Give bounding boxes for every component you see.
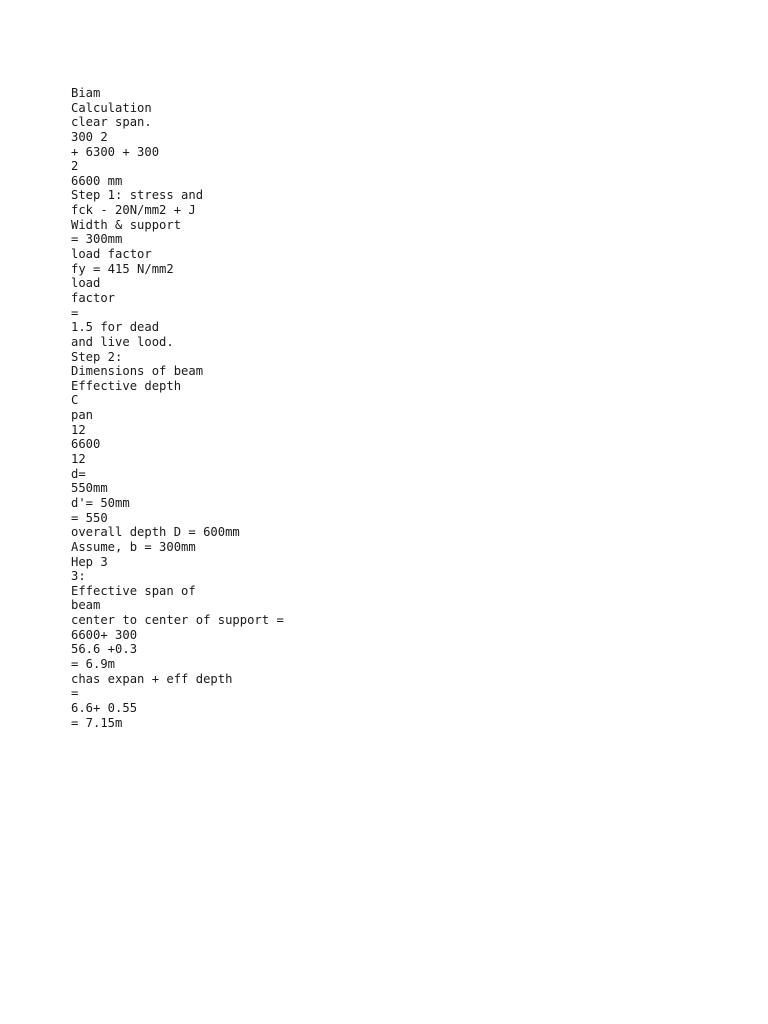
document-line: 6.6+ 0.55 [71,700,138,715]
document-line: Effective span of [71,583,196,598]
document-line: fy = 415 N/mm2 [71,261,174,276]
document-line: 550mm [71,481,108,496]
document-line: C [71,393,79,408]
document-line: 12 [71,422,86,437]
document-line: 56.6 +0.3 [71,642,138,657]
document-line: Assume, b = 300mm [71,539,196,554]
document-line: chas expan + eff depth [71,671,233,686]
document-line: Hep 3 [71,554,108,569]
document-line: center to center of support = [71,613,284,628]
document-line: load [71,276,101,291]
document-line: = 300mm [71,232,123,247]
document-line: Step 2: [71,349,123,364]
document-line: 6600 mm [71,173,123,188]
document-line: = 550 [71,510,108,525]
document-line: Effective depth [71,378,182,393]
document-line: = [71,686,79,701]
document-line: factor [71,290,116,305]
document-line: Biam [71,86,101,100]
document-line: fck - 20N/mm2 + J [71,203,196,218]
document-line: 3: [71,569,86,584]
document-line: 6600+ 300 [71,627,138,642]
document-line: = [71,305,79,320]
document-line: + 6300 + 300 [71,144,160,159]
document-line: Step 1: stress and [71,188,204,203]
document-line: Dimensions of beam [71,364,204,379]
document-line: 6600 [71,437,101,452]
document-line: Calculation [71,100,152,115]
document-line: Width & support [71,217,182,232]
document-line: overall depth D = 600mm [71,525,240,540]
document-line: 12 [71,452,86,467]
document-line: = 7.15m [71,715,123,730]
document-line: load factor [71,247,152,262]
document-line: and live lood. [71,334,174,349]
document-line: 300 2 [71,129,108,144]
document-line: 1.5 for dead [71,320,160,335]
document-line: clear span. [71,115,152,130]
document-line: beam [71,598,101,613]
document-line: d'= 50mm [71,495,130,510]
document-text-block [71,86,284,730]
document-line: d= [71,466,86,481]
document-line: 2 [71,159,79,174]
document-line: = 6.9m [71,656,116,671]
document-line: pan [71,408,94,423]
